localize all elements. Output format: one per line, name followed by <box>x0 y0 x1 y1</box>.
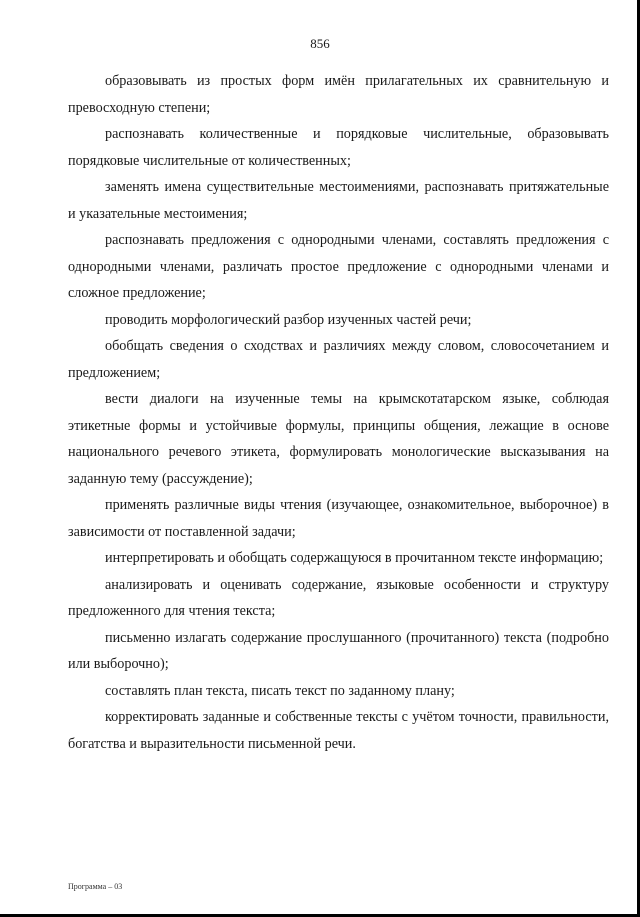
paragraph: заменять имена существительные местоимениями, распознавать притяжательные и указательные местоимения; <box>68 179 609 222</box>
paragraph: письменно излагать содержание прослушанного (прочитанного) текста (подробно или выборочно); <box>68 629 609 672</box>
paragraph: составлять план текста, писать текст по заданному плану; <box>105 682 455 699</box>
footer-label: Программа – 03 <box>68 882 123 891</box>
paragraph: применять различные виды чтения (изучающее, ознакомительное, выборочное) в зависимости от поставленной задачи; <box>68 497 609 540</box>
paragraph: распознавать предложения с однородными членами, составлять предложения с однородными членами, различать простое предложение с однородными членами и сложное предложение; <box>68 232 609 301</box>
paragraph: корректировать заданные и собственные тексты с учётом точности, правильности, богатства и выразительности письменной речи. <box>68 709 609 752</box>
paragraph: обобщать сведения о сходствах и различиях между словом, словосочетанием и предложением; <box>68 338 609 381</box>
document-body <box>68 68 609 757</box>
paragraph: анализировать и оценивать содержание, языковые особенности и структуру предложенного для чтения текста; <box>68 576 609 619</box>
paragraph: распознавать количественные и порядковые числительные, образовывать порядковые числительные от количественных; <box>68 126 609 169</box>
page-number: 856 <box>310 36 330 51</box>
paragraph: образовывать из простых форм имён прилагательных их сравнительную и превосходную степени; <box>68 73 609 116</box>
paragraph: интерпретировать и обобщать содержащуюся в прочитанном тексте информацию; <box>105 550 604 566</box>
paragraph: вести диалоги на изученные темы на крымскотатарском языке, соблюдая этикетные формы и устойчивые формулы, принципы общения, лежащие в основе национального речевого этикета, формулировать монологические высказывания на заданную тему (рассуждение); <box>68 391 609 487</box>
paragraph: проводить морфологический разбор изученных частей речи; <box>105 311 472 328</box>
